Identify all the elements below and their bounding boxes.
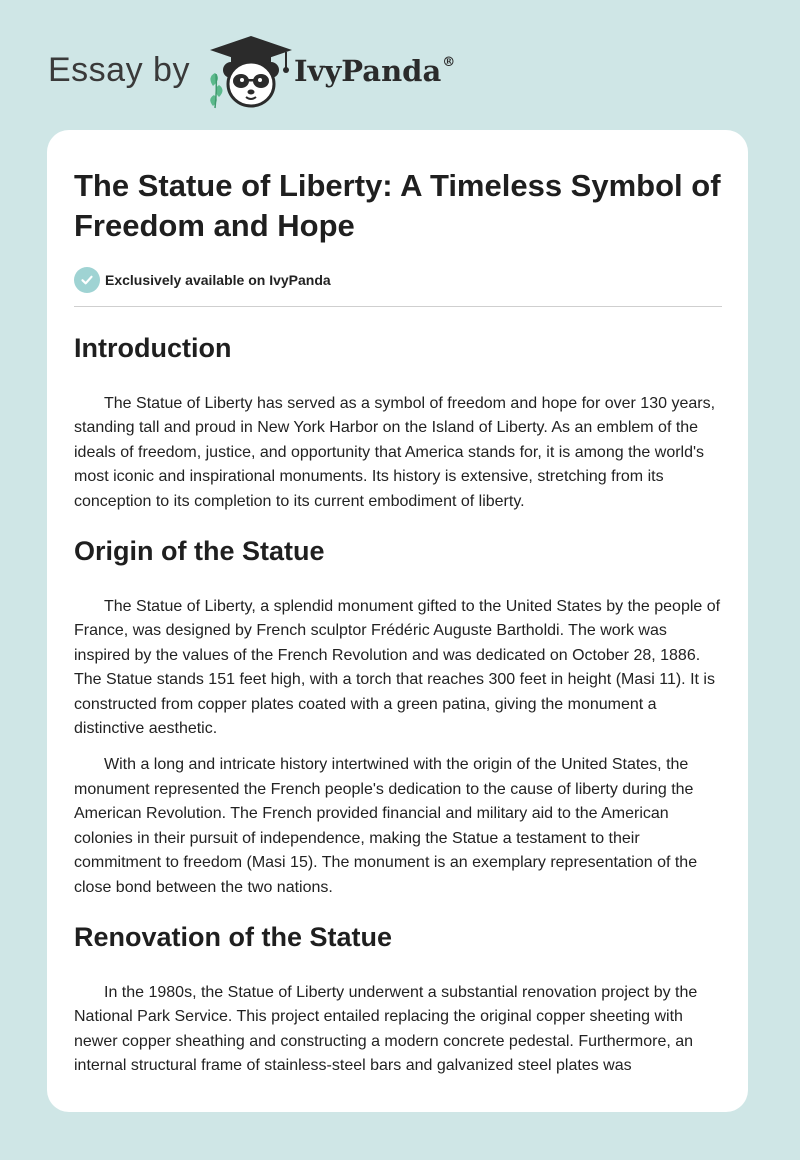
exclusive-label: Exclusively available on IvyPanda (105, 272, 331, 288)
section-heading-renovation: Renovation of the Statue (74, 921, 393, 952)
panda-graduate-logo-icon (204, 34, 298, 112)
site-brand[interactable] (48, 34, 488, 114)
paragraph: With a long and intricate history intertwined with the origin of the United States, the monument represented the French people's dedication to the cause of liberty during the American Revolution. The French provided financial and military aid to the American colonies in their pursuit of independence, making the Statue a testament to their commitment to freedom (Masi 15). The monument is an exemplary representation of the close bond between the two nations. (74, 756, 698, 896)
section-heading-origin: Origin of the Statue (74, 536, 325, 567)
paragraph: The Statue of Liberty has served as a symbol of freedom and hope for over 130 years, standing tall and proud in New York Harbor on the Island of Liberty. As an emblem of the ideals of freedom, justice, and opportunity that America stands for, it is among the world's most iconic and inspirational monuments. Its history is extensive, stretching from its conception to its completion to its current embodiment of liberty. (74, 395, 716, 510)
title-divider (74, 306, 722, 307)
checkmark-circle-icon (74, 267, 100, 293)
essay-title: The Statue of Liberty: A Timeless Symbol of Freedom and Hope (74, 168, 721, 243)
brand-name-text: IvyPanda (294, 54, 442, 88)
paragraph: In the 1980s, the Statue of Liberty underwent a substantial renovation project by the National Park Service. This project entailed replacing the original copper sheeting with newer copper sheathing and constructing a modern concrete pedestal. Furthermore, an internal structural frame of stainless-steel bars and galvanized steel plates was (74, 983, 698, 1075)
exclusive-badge (74, 266, 722, 294)
brand-prefix: Essay by (48, 51, 190, 89)
section-heading-introduction: Introduction (74, 333, 232, 363)
registered-mark: ® (442, 55, 456, 70)
brand-name (294, 54, 455, 88)
paragraph: The Statue of Liberty, a splendid monument gifted to the United States by the people of France, was designed by French sculptor Frédéric Auguste Bartholdi. The work was inspired by the values of the French Revolution and was dedicated on October 28, 1886. The Statue stands 151 feet high, with a torch that reaches 300 feet in height (Masi 11). It is constructed from copper plates coated with a green patina, giving the monument a distinctive aesthetic. (74, 598, 721, 738)
essay-card (47, 130, 748, 1112)
